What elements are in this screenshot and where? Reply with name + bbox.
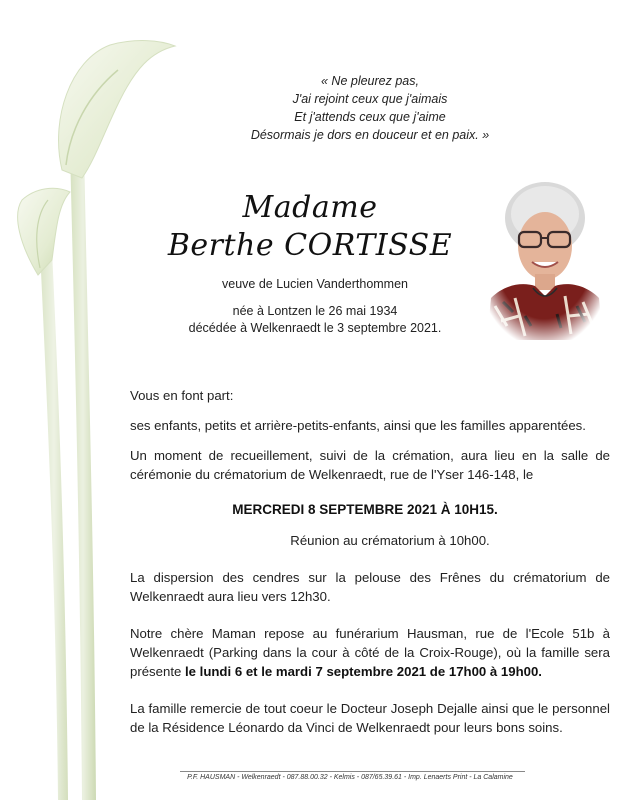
notice-body — [130, 386, 610, 737]
deceased-name: Berthe CORTISSE — [167, 228, 453, 263]
rest-times: le lundi 6 et le mardi 7 septembre 2021 de 17h00 à 19h00. — [185, 664, 542, 679]
meeting-text: Réunion au crématorium à 10h00. — [290, 533, 490, 548]
poem-line: Désormais je dors en douceur et en paix. » — [250, 128, 490, 142]
deceased-name-block — [160, 190, 460, 266]
thanks-text: La famille remercie de tout coeur le Docteur Joseph Dejalle ainsi que le personnel de la Résidence Léonardo da Vinci de Welkenraedt pour leurs bons soins. — [130, 701, 610, 735]
rest-intro: Notre chère Maman repose au funérarium Hausman, rue de l'Ecole 51b à Welkenraedt (Parking dans la cour à côté de la Croix-Rouge), où la famille sera présente — [130, 626, 610, 679]
rest-text — [130, 624, 610, 681]
footer-credits: P.F. HAUSMAN - Welkenraedt - 087.88.00.32 - Kelmis - 087/65.39.61 - Imp. Lenaerts Print - La Calamine — [187, 774, 513, 781]
deceased-title: Madame — [242, 190, 378, 225]
poem-line: J'ai rejoint ceux que j'aimais — [292, 92, 448, 106]
poem-line: « Ne pleurez pas, — [321, 74, 419, 88]
ceremony-date: MERCREDI 8 SEPTEMBRE 2021 À 10H15. — [232, 502, 498, 517]
portrait-photo — [485, 176, 603, 340]
ceremony-text: Un moment de recueillement, suivi de la crémation, aura lieu en la salle de cérémonie du crématorium de Welkenraedt, rue de l'Yser 146-148, le — [130, 448, 610, 482]
death-info: décédée à Welkenraedt le 3 septembre 2021. — [188, 321, 442, 335]
poem — [200, 72, 540, 144]
birth-info: née à Lontzen le 26 mai 1934 — [232, 304, 398, 318]
widow-of: veuve de Lucien Vanderthommen — [222, 277, 408, 291]
intro-text: Vous en font part: — [130, 388, 234, 403]
dispersal-text: La dispersion des cendres sur la pelouse des Frênes du crématorium de Welkenraedt aura lieu vers 12h30. — [130, 570, 610, 604]
footer-divider — [180, 771, 525, 772]
deceased-details — [170, 276, 460, 337]
family-text: ses enfants, petits et arrière-petits-enfants, ainsi que les familles apparentées. — [130, 418, 586, 433]
poem-line: Et j'attends ceux que j'aime — [294, 110, 446, 124]
